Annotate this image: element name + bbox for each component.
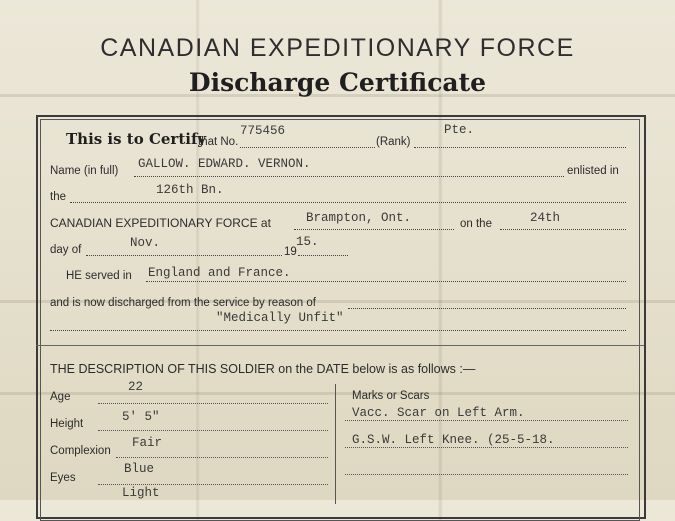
age-label: Age (50, 391, 71, 403)
served-line (146, 281, 626, 282)
discharge-reason: "Medically Unfit" (216, 311, 344, 325)
reason-line-2 (50, 330, 626, 331)
rank-label: (Rank) (376, 136, 411, 148)
age-line (98, 403, 328, 404)
reason-line-1 (348, 308, 626, 309)
discharged-label: and is now discharged from the service by reason of (50, 297, 316, 309)
document-subtitle: Discharge Certificate (188, 68, 487, 97)
enlistment-place: Brampton, Ont. (306, 211, 412, 225)
eyes-value: Blue (124, 462, 155, 476)
month-line (86, 255, 282, 256)
unit-value: 126th Bn. (156, 183, 224, 197)
name-label: Name (in full) (50, 165, 119, 177)
section-divider (36, 345, 644, 346)
enlistment-month: Nov. (130, 236, 161, 250)
unit-line (70, 202, 626, 203)
day-line (500, 229, 626, 230)
document-title: CANADIAN EXPEDITIONARY FORCE (100, 34, 575, 62)
marks-line-1: Vacc. Scar on Left Arm. (352, 406, 525, 420)
hair-value: Light (122, 486, 160, 500)
height-label: Height (50, 418, 84, 430)
enlistment-day: 24th (530, 211, 561, 225)
height-line (98, 430, 328, 431)
name-value: GALLOW. EDWARD. VERNON. (138, 157, 311, 171)
number-line (240, 147, 375, 148)
rank-value: Pte. (444, 123, 475, 137)
certify-lead: This is to Certify (66, 130, 207, 148)
year-prefix: 19 (284, 246, 297, 258)
rank-line (414, 147, 626, 148)
description-heading: THE DESCRIPTION OF THIS SOLDIER on the DATE below is as follows :— (50, 362, 476, 376)
cef-label: CANADIAN EXPEDITIONARY FORCE at (50, 216, 271, 230)
the-label: the (50, 191, 66, 203)
on-the-label: on the (460, 218, 492, 230)
marks-rule-2 (345, 447, 628, 448)
year-line (298, 255, 348, 256)
served-value: England and France. (148, 266, 291, 280)
complexion-line (116, 457, 328, 458)
marks-line-2: G.S.W. Left Knee. (25-5-18. (352, 433, 555, 447)
age-value: 22 (128, 380, 144, 394)
that-no-label: that No. (198, 136, 239, 148)
marks-label: Marks or Scars (352, 390, 430, 402)
eyes-line (98, 484, 328, 485)
height-value: 5' 5" (122, 410, 160, 424)
place-line (294, 229, 454, 230)
column-divider (335, 384, 336, 504)
served-label: HE served in (66, 270, 132, 282)
day-of-label: day of (50, 244, 82, 256)
complexion-value: Fair (132, 436, 163, 450)
marks-rule-1 (345, 420, 628, 421)
name-line (134, 176, 564, 177)
enlistment-year: 15. (296, 235, 319, 249)
marks-rule-3 (345, 474, 628, 475)
complexion-label: Complexion (50, 445, 111, 457)
regimental-number: 775456 (240, 124, 286, 138)
enlisted-label: enlisted in (567, 165, 619, 177)
eyes-label: Eyes (50, 472, 76, 484)
